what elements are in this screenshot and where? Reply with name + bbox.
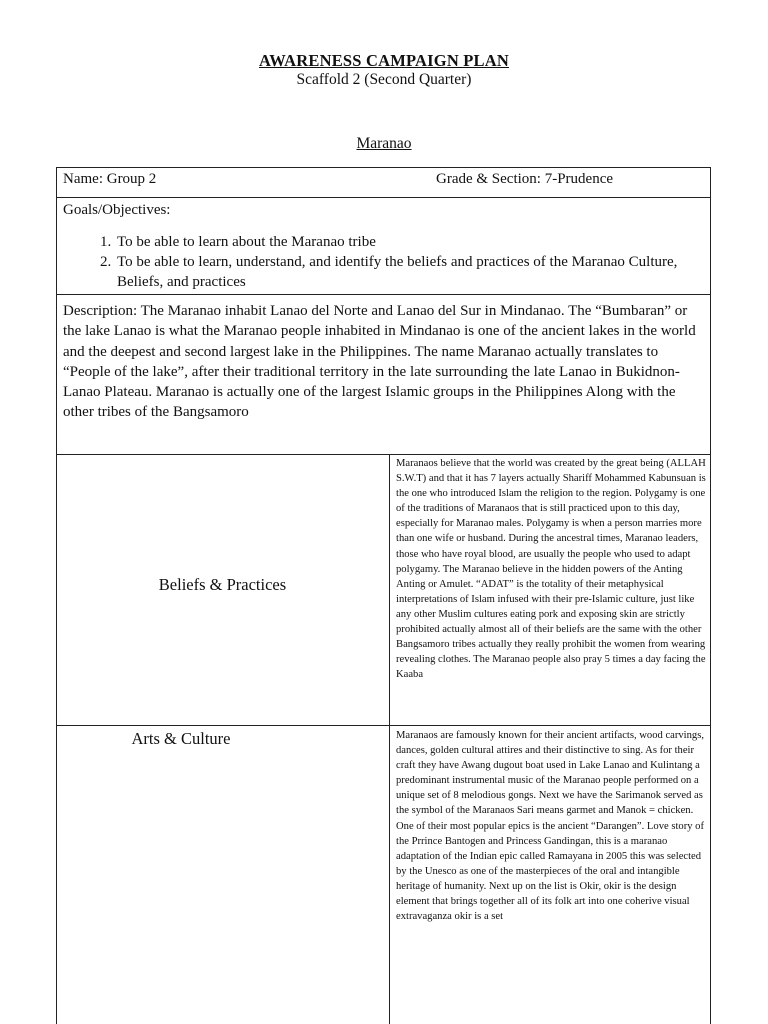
row-divider-goals (56, 294, 711, 295)
goal-item: 2. To be able to learn, understand, and identify the beliefs and practices of the Maranao Culture, Beliefs, and practices (115, 252, 703, 292)
document-subtitle: Scaffold 2 (Second Quarter) (296, 71, 472, 88)
row-divider-name (56, 197, 711, 198)
row-divider-description (56, 454, 711, 455)
tribe-heading: Maranao (356, 135, 412, 152)
goals-heading: Goals/Objectives: (63, 202, 171, 218)
goals-list (63, 232, 703, 292)
description-text: Description: The Maranao inhabit Lanao del Norte and Lanao del Sur in Mindanao. The “Bumbaran” or the lake Lanao is what the Maranao people inhabited in Mindanao is one of the ancient lakes in the world and the deepest and second largest lake in the Philippines. The name Maranao actually translates to “People of the lake”, after their traditional territory in the late surrounding the late Lanao in Bukidnon-Lanao Plateau. Maranao is actually one of the largest Islamic groups in the Philippines Along with the other tribes of the Bangsamoro (63, 303, 696, 421)
row-divider-beliefs (56, 725, 711, 726)
table-border-right (710, 167, 711, 1024)
campaign-table (56, 167, 711, 1024)
document-title: AWARENESS CAMPAIGN PLAN (259, 51, 509, 70)
arts-culture-text: Maranaos are famously known for their ancient artifacts, wood carvings, dances, golden cultural attires and their distinctive to sing. As for their craft they have Awang dugout boat used in Lake Lanao and Kulintang a predominant instrumental music of the Maranao people performed on a unique set of 8 melodious gongs. Next we have the Sarimanok served as the symbol of the Maranaos Sari means garmet and Manok = chicken. One of their most popular epics is the ancient “Darangen”. Love story of the Prrince Bantogen and Princess Gandingan, this is a maranao adaptation of the Indian epic called Ramayana in 2005 this was selected by the Unesco as one of the masterpieces of the oral and intangible heritage of humanity. Next up on the list is Okir, okir is the design element that brings together all of its folk art into one coherive visual extravaganza okir is a set (396, 730, 704, 923)
goals-section (63, 200, 703, 292)
table-border-top (56, 167, 711, 168)
arts-culture-label: Arts & Culture (131, 729, 231, 748)
goal-item: 1. To be able to learn about the Maranao tribe (115, 232, 703, 252)
name-field: Name: Group 2 (63, 171, 157, 187)
beliefs-practices-label: Beliefs & Practices (158, 575, 287, 594)
grade-section-field: Grade & Section: 7-Prudence (436, 171, 614, 187)
table-border-left (56, 167, 57, 1024)
column-divider (389, 454, 390, 1024)
beliefs-practices-text: Maranaos believe that the world was created by the great being (ALLAH S.W.T) and that it has 7 layers actually Shariff Mohammed Kabunsuan is the one who introduced Islam the religion to the region. Polygamy is one of the traditions of Maranaos that is still practiced upon to this day, especially for Maranao males. Polygamy is when a person marries more than one wife or husband. During the ancestral times, Maranao leaders, those who have royal blood, are usually the people who used to adapt polygamy. The Maranao believe in the hidden powers of the Anting Anting or Amulet. “ADAT” is the totality of their metaphysical interpretations of Islam infused with their pre-Islamic culture, just like any other Muslim cultures eating pork and exposing skin are strictly prohibited actually almost all of their beliefs are the same with the other Bangsamoro tribes actually they really prohibit the women from wearing revealing clothes. The Maranao people also pray 5 times a day facing the Kaaba (396, 458, 706, 681)
